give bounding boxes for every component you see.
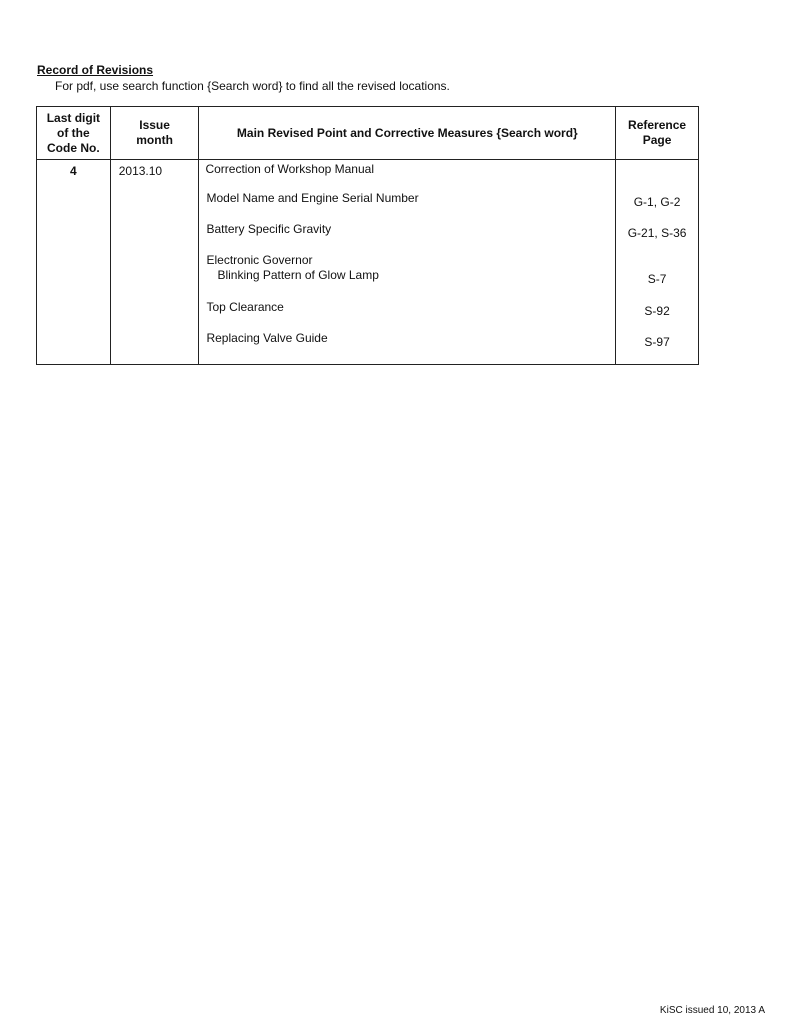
header-reference-page — [616, 107, 699, 160]
header-code-line2: of the — [57, 125, 90, 140]
header-last-digit — [37, 107, 111, 160]
revision-subitem-text: Blinking Pattern of Glow Lamp — [217, 268, 379, 282]
reference-page: G-1, G-2 — [633, 195, 681, 209]
header-issue-month — [110, 107, 199, 160]
header-issue-line1: Issue — [139, 118, 170, 132]
reference-page-wrapper — [616, 255, 698, 302]
revision-item — [199, 253, 615, 300]
reference-spacer — [616, 160, 698, 193]
reference-page: S-92 — [644, 304, 670, 318]
revision-item: Battery Specific Gravity — [206, 222, 332, 236]
revision-item: Model Name and Engine Serial Number — [206, 191, 419, 205]
revision-item-text: Electronic Governor — [206, 253, 313, 267]
search-instruction: For pdf, use search function {Search word} to find all the revised locations. — [55, 79, 450, 93]
reference-page: S-7 — [647, 272, 667, 286]
revision-item: Top Clearance — [206, 300, 284, 314]
header-code-line1: Last digit — [46, 110, 101, 125]
reference-page: G-21, S-36 — [627, 226, 687, 240]
header-issue-line2: month — [136, 133, 173, 147]
table-row — [37, 160, 699, 365]
cell-issue-month: 2013.10 — [110, 160, 199, 365]
header-ref-line1: Reference — [628, 118, 687, 132]
cell-last-digit: 4 — [37, 160, 111, 365]
reference-page: S-97 — [644, 335, 670, 349]
cell-reference-pages — [616, 160, 699, 365]
revisions-table — [36, 106, 699, 365]
revision-item: Replacing Valve Guide — [206, 331, 328, 345]
revision-title: Correction of Workshop Manual — [205, 162, 374, 176]
header-code-line3: Code No. — [47, 140, 100, 155]
table-body — [37, 160, 699, 365]
cell-revised-points — [199, 160, 616, 365]
header-main-text: Main Revised Point and Corrective Measures {Search word} — [236, 125, 578, 140]
header-row — [37, 107, 699, 160]
header-ref-line2: Page — [642, 133, 672, 147]
header-main-revised-point — [199, 107, 616, 160]
page-heading: Record of Revisions — [37, 63, 154, 77]
table-header — [37, 107, 699, 160]
issue-footer: KiSC issued 10, 2013 A — [659, 1005, 765, 1016]
